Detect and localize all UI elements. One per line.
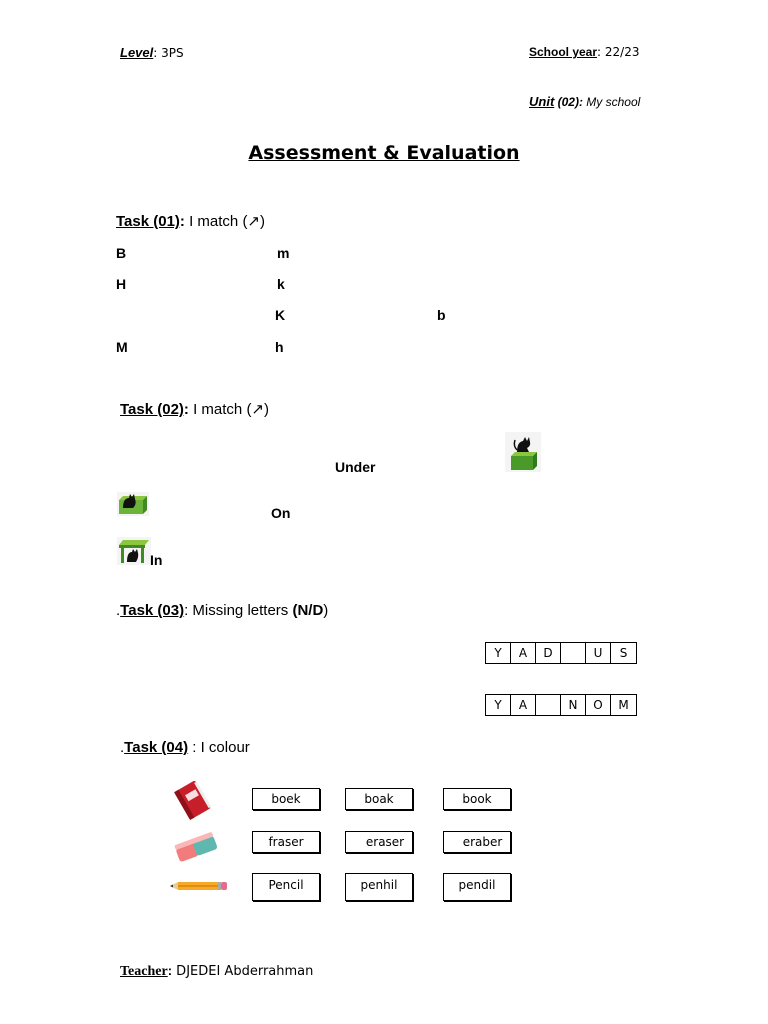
task1-letter-b: b — [437, 307, 446, 323]
task1-letter-M: M — [116, 339, 128, 355]
level-line — [120, 45, 184, 60]
task2-heading — [120, 400, 269, 418]
word-box-book[interactable]: book — [443, 788, 511, 810]
task1-letter-K: K — [275, 307, 286, 323]
school-year-value: : 22/23 — [597, 45, 640, 59]
task1-colon: : — [179, 213, 185, 230]
eraser-icon — [172, 828, 220, 866]
blank-letter-cell[interactable] — [536, 695, 561, 715]
cat-in-box-image — [117, 492, 149, 516]
task1-letter-H: H — [116, 276, 127, 292]
word-in: In — [150, 552, 163, 568]
missing-letters-row-2 — [485, 694, 637, 716]
task1-letter-h: h — [275, 339, 284, 355]
task3-close: ) — [323, 602, 329, 619]
unit-line — [529, 94, 640, 109]
task1-letter-m: m — [277, 245, 290, 261]
task4-prefix: . — [120, 739, 125, 756]
task4-text: : I colour — [188, 739, 250, 756]
teacher-name: DJEDEI Abderrahman — [172, 964, 314, 979]
unit-label: Unit — [529, 94, 555, 109]
pencil-icon — [170, 880, 228, 892]
task1-text: I match (↗) — [184, 213, 265, 230]
letter-cell: N — [561, 695, 586, 715]
word-under: Under — [335, 459, 376, 475]
letter-cell: Y — [486, 695, 511, 715]
word-box-pendil[interactable]: pendil — [443, 873, 511, 901]
missing-letters-row-1 — [485, 642, 637, 664]
school-year-label: School year — [529, 45, 598, 59]
letter-cell: O — [586, 695, 611, 715]
task2-text: I match (↗) — [188, 401, 269, 418]
task3-text: : Missing letters — [184, 602, 293, 619]
task4-label: Task (04) — [124, 739, 189, 756]
word-box-boak[interactable]: boak — [345, 788, 413, 810]
level-label: Level — [120, 45, 154, 60]
task1-letter-k: k — [277, 276, 285, 292]
letter-cell: D — [536, 643, 561, 663]
letter-cell: A — [511, 695, 536, 715]
teacher-label: Teacher — [120, 964, 168, 979]
letter-cell: S — [619, 646, 628, 660]
task3-prefix: . — [116, 602, 121, 619]
task3-nd: (N/D — [292, 602, 324, 619]
cat-on-box-image — [505, 432, 541, 472]
word-box-boek[interactable]: boek — [252, 788, 320, 810]
word-box-eraser[interactable]: eraser — [345, 831, 413, 853]
page-title: Assessment & Evaluation — [248, 142, 520, 164]
word-box-fraser[interactable]: fraser — [252, 831, 320, 853]
letter-cell: A — [511, 643, 536, 663]
task1-heading — [116, 212, 265, 230]
word-on: On — [271, 505, 291, 521]
unit-name: My school — [582, 95, 641, 109]
letter-cell: U — [586, 643, 611, 663]
word-box-eraber[interactable]: eraber — [443, 831, 511, 853]
task1-letter-B: B — [116, 245, 127, 261]
teacher-colon: : — [167, 963, 173, 978]
task3-heading — [116, 602, 328, 619]
word-box-pencil[interactable]: Pencil — [252, 873, 320, 901]
letter-cell: Y — [486, 643, 511, 663]
book-icon — [170, 778, 216, 824]
teacher-line — [120, 963, 313, 980]
school-year-line — [529, 45, 639, 59]
word-box-penhil[interactable]: penhil — [345, 873, 413, 901]
letter-cell: M — [618, 698, 629, 712]
task2-label: Task (02) — [120, 401, 184, 418]
level-value: : 3PS — [153, 46, 184, 60]
cat-under-table-image — [117, 537, 151, 565]
task2-colon: : — [183, 401, 189, 418]
task4-heading — [120, 739, 250, 756]
unit-number: (02): — [554, 95, 583, 109]
task3-label: Task (03) — [120, 602, 185, 619]
task1-label: Task (01) — [116, 213, 180, 230]
blank-letter-cell[interactable] — [561, 643, 586, 663]
